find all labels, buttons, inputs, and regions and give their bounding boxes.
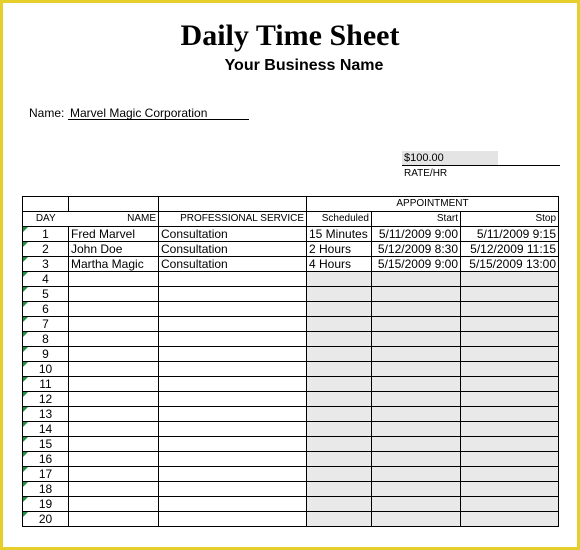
stop-cell[interactable] <box>461 437 559 452</box>
day-cell-text: 11 <box>39 377 52 391</box>
table-row <box>23 437 559 452</box>
name-label: Name: <box>29 106 65 120</box>
day-cell-text: 5 <box>42 287 49 301</box>
cell-marker-icon <box>23 287 28 292</box>
cell-marker-icon <box>23 302 28 307</box>
service-cell[interactable] <box>159 287 307 302</box>
name-cell[interactable] <box>69 272 159 287</box>
day-cell-text: 3 <box>42 257 49 271</box>
table-row <box>23 467 559 482</box>
day-cell <box>23 287 69 302</box>
name-cell[interactable] <box>69 242 159 257</box>
day-cell <box>23 242 69 257</box>
rate-underline <box>402 165 560 166</box>
col-header-scheduled: Scheduled <box>307 212 372 227</box>
service-cell-text: Consultation <box>161 227 228 241</box>
stop-cell[interactable] <box>461 287 559 302</box>
name-cell[interactable] <box>69 512 159 527</box>
stop-cell-text: 5/12/2009 11:15 <box>470 242 557 256</box>
name-cell[interactable] <box>69 497 159 512</box>
day-cell <box>23 377 69 392</box>
start-cell[interactable] <box>372 422 461 437</box>
service-cell[interactable] <box>159 257 307 272</box>
name-cell[interactable] <box>69 437 159 452</box>
day-cell-text: 10 <box>38 362 53 376</box>
name-cell[interactable] <box>69 227 159 242</box>
scheduled-cell[interactable] <box>307 512 372 527</box>
scheduled-cell[interactable] <box>307 377 372 392</box>
stop-cell-text: 5/15/2009 13:00 <box>469 257 557 271</box>
scheduled-cell[interactable] <box>307 452 372 467</box>
scheduled-cell[interactable] <box>307 497 372 512</box>
day-cell <box>23 512 69 527</box>
day-cell-text: 4 <box>42 272 49 286</box>
table-row <box>23 317 559 332</box>
start-cell-text: 5/15/2009 9:00 <box>377 257 458 271</box>
rate-label: RATE/HR <box>404 168 448 179</box>
cell-marker-icon <box>23 377 28 382</box>
table-row <box>23 332 559 347</box>
table-row <box>23 407 559 422</box>
service-cell[interactable] <box>159 407 307 422</box>
start-cell[interactable] <box>372 302 461 317</box>
day-cell <box>23 347 69 362</box>
stop-cell[interactable] <box>461 422 559 437</box>
day-cell <box>23 467 69 482</box>
name-cell[interactable] <box>69 317 159 332</box>
start-cell[interactable] <box>372 287 461 302</box>
scheduled-cell[interactable] <box>307 392 372 407</box>
table-row <box>23 272 559 287</box>
start-cell[interactable] <box>372 377 461 392</box>
day-cell-text: 7 <box>42 317 49 331</box>
table-row <box>23 302 559 317</box>
stop-cell[interactable] <box>461 407 559 422</box>
cell-marker-icon <box>23 332 28 337</box>
rate-field[interactable]: $100.00 <box>402 151 498 165</box>
day-cell <box>23 272 69 287</box>
name-cell[interactable] <box>69 377 159 392</box>
appointment-group-header: APPOINTMENT <box>307 197 559 212</box>
cell-marker-icon <box>23 362 28 367</box>
scheduled-cell[interactable] <box>307 302 372 317</box>
start-cell[interactable] <box>372 482 461 497</box>
table-row <box>23 497 559 512</box>
header-spacer <box>23 197 69 212</box>
col-header-day: DAY <box>23 212 69 227</box>
cell-marker-icon <box>23 407 28 412</box>
scheduled-cell[interactable] <box>307 332 372 347</box>
day-cell <box>23 422 69 437</box>
table-row <box>23 347 559 362</box>
service-cell[interactable] <box>159 422 307 437</box>
name-cell[interactable] <box>69 482 159 497</box>
scheduled-cell[interactable] <box>307 482 372 497</box>
name-cell[interactable] <box>69 347 159 362</box>
day-cell <box>23 332 69 347</box>
stop-cell[interactable] <box>461 317 559 332</box>
stop-cell[interactable] <box>461 227 559 242</box>
page-title: Daily Time Sheet <box>180 19 400 52</box>
name-field[interactable]: Marvel Magic Corporation <box>68 106 249 120</box>
service-cell[interactable] <box>159 482 307 497</box>
service-cell[interactable] <box>159 242 307 257</box>
service-cell-text: Consultation <box>161 257 228 271</box>
start-cell[interactable] <box>372 467 461 482</box>
header-spacer <box>159 197 307 212</box>
stop-cell[interactable] <box>461 272 559 287</box>
start-cell-text: 5/12/2009 8:30 <box>377 242 458 256</box>
name-cell-text: Fred Marvel <box>71 227 136 241</box>
cell-marker-icon <box>23 317 28 322</box>
stop-cell[interactable] <box>461 512 559 527</box>
day-cell-text: 18 <box>38 482 53 496</box>
table-row <box>23 242 559 257</box>
name-cell[interactable] <box>69 467 159 482</box>
start-cell[interactable] <box>372 362 461 377</box>
cell-marker-icon <box>23 347 28 352</box>
scheduled-cell[interactable] <box>307 407 372 422</box>
scheduled-cell[interactable] <box>307 317 372 332</box>
cell-marker-icon <box>23 467 28 472</box>
cell-marker-icon <box>23 497 28 502</box>
name-cell[interactable] <box>69 392 159 407</box>
cell-marker-icon <box>23 392 28 397</box>
stop-cell-text: 5/11/2009 9:15 <box>476 227 557 241</box>
cell-marker-icon <box>23 512 28 517</box>
stop-cell[interactable] <box>461 497 559 512</box>
cell-marker-icon <box>23 242 28 247</box>
service-cell[interactable] <box>159 467 307 482</box>
start-cell[interactable] <box>372 347 461 362</box>
start-cell[interactable] <box>372 227 461 242</box>
start-cell[interactable] <box>372 392 461 407</box>
service-cell[interactable] <box>159 347 307 362</box>
scheduled-cell[interactable] <box>307 422 372 437</box>
service-cell[interactable] <box>159 362 307 377</box>
day-cell <box>23 437 69 452</box>
start-cell[interactable] <box>372 317 461 332</box>
name-cell[interactable] <box>69 287 159 302</box>
service-cell[interactable] <box>159 452 307 467</box>
stop-cell[interactable] <box>461 482 559 497</box>
scheduled-cell[interactable] <box>307 467 372 482</box>
day-cell <box>23 497 69 512</box>
table-row <box>23 287 559 302</box>
stop-cell[interactable] <box>461 377 559 392</box>
name-cell[interactable] <box>69 332 159 347</box>
day-cell-text: 15 <box>38 437 53 451</box>
day-cell-text: 16 <box>38 452 53 466</box>
col-header-name: NAME <box>69 212 159 227</box>
col-header-start: Start <box>372 212 461 227</box>
stop-cell[interactable] <box>461 452 559 467</box>
stop-cell[interactable] <box>461 302 559 317</box>
scheduled-cell[interactable] <box>307 287 372 302</box>
table-row <box>23 422 559 437</box>
day-cell-text: 17 <box>38 467 53 481</box>
service-cell[interactable] <box>159 272 307 287</box>
table-row <box>23 452 559 467</box>
day-cell <box>23 407 69 422</box>
day-cell <box>23 302 69 317</box>
time-sheet-body <box>23 227 559 527</box>
scheduled-cell[interactable] <box>307 272 372 287</box>
name-cell[interactable] <box>69 422 159 437</box>
stop-cell[interactable] <box>461 467 559 482</box>
cell-marker-icon <box>23 422 28 427</box>
scheduled-cell[interactable] <box>307 257 372 272</box>
col-header-service: PROFESSIONAL SERVICE <box>159 212 307 227</box>
cell-marker-icon <box>23 437 28 442</box>
time-sheet-table <box>22 196 559 527</box>
day-cell <box>23 362 69 377</box>
table-row <box>23 227 559 242</box>
col-header-stop: Stop <box>461 212 559 227</box>
day-cell <box>23 452 69 467</box>
start-cell[interactable] <box>372 257 461 272</box>
start-cell-text: 5/11/2009 9:00 <box>378 227 458 241</box>
header-spacer <box>69 197 159 212</box>
scheduled-cell-text: 4 Hours <box>309 257 352 271</box>
day-cell <box>23 482 69 497</box>
stop-cell[interactable] <box>461 332 559 347</box>
business-name: Your Business Name <box>224 57 384 74</box>
day-cell-text: 6 <box>42 302 49 316</box>
start-cell[interactable] <box>372 497 461 512</box>
name-cell[interactable] <box>69 257 159 272</box>
stop-cell[interactable] <box>461 347 559 362</box>
scheduled-cell-text: 2 Hours <box>309 242 352 256</box>
table-row <box>23 377 559 392</box>
name-cell[interactable] <box>69 452 159 467</box>
day-cell <box>23 317 69 332</box>
header-row-columns <box>23 212 559 227</box>
stop-cell[interactable] <box>461 392 559 407</box>
start-cell[interactable] <box>372 407 461 422</box>
day-cell-text: 8 <box>42 332 49 346</box>
scheduled-cell[interactable] <box>307 242 372 257</box>
stop-cell[interactable] <box>461 242 559 257</box>
day-cell <box>23 392 69 407</box>
start-cell[interactable] <box>372 242 461 257</box>
stop-cell[interactable] <box>461 257 559 272</box>
start-cell[interactable] <box>372 437 461 452</box>
scheduled-cell[interactable] <box>307 437 372 452</box>
name-cell[interactable] <box>69 407 159 422</box>
service-cell[interactable] <box>159 302 307 317</box>
day-cell-text: 14 <box>38 422 53 436</box>
service-cell[interactable] <box>159 392 307 407</box>
cell-marker-icon <box>23 227 28 232</box>
day-cell-text: 20 <box>38 512 53 526</box>
table-row <box>23 362 559 377</box>
day-cell-text: 1 <box>42 227 49 241</box>
service-cell[interactable] <box>159 317 307 332</box>
table-row <box>23 482 559 497</box>
day-cell-text: 12 <box>38 392 53 406</box>
name-cell-text: John Doe <box>71 242 123 256</box>
scheduled-cell-text: 15 Minutes <box>309 227 368 241</box>
day-cell-text: 2 <box>42 242 49 256</box>
name-cell[interactable] <box>69 302 159 317</box>
service-cell[interactable] <box>159 332 307 347</box>
table-row <box>23 512 559 527</box>
table-row <box>23 392 559 407</box>
scheduled-cell[interactable] <box>307 227 372 242</box>
start-cell[interactable] <box>372 332 461 347</box>
service-cell-text: Consultation <box>161 242 228 256</box>
table-row <box>23 257 559 272</box>
cell-marker-icon <box>23 482 28 487</box>
day-cell <box>23 257 69 272</box>
start-cell[interactable] <box>372 272 461 287</box>
day-cell-text: 19 <box>38 497 53 511</box>
day-cell <box>23 227 69 242</box>
cell-marker-icon <box>23 452 28 457</box>
service-cell[interactable] <box>159 437 307 452</box>
start-cell[interactable] <box>372 512 461 527</box>
header-row-group <box>23 197 559 212</box>
scheduled-cell[interactable] <box>307 362 372 377</box>
service-cell[interactable] <box>159 227 307 242</box>
cell-marker-icon <box>23 257 28 262</box>
service-cell[interactable] <box>159 512 307 527</box>
start-cell[interactable] <box>372 452 461 467</box>
name-cell-text: Martha Magic <box>71 257 144 271</box>
service-cell[interactable] <box>159 377 307 392</box>
day-cell-text: 13 <box>38 407 53 421</box>
cell-marker-icon <box>23 272 28 277</box>
name-cell[interactable] <box>69 362 159 377</box>
service-cell[interactable] <box>159 497 307 512</box>
scheduled-cell[interactable] <box>307 347 372 362</box>
stop-cell[interactable] <box>461 362 559 377</box>
day-cell-text: 9 <box>42 347 49 361</box>
